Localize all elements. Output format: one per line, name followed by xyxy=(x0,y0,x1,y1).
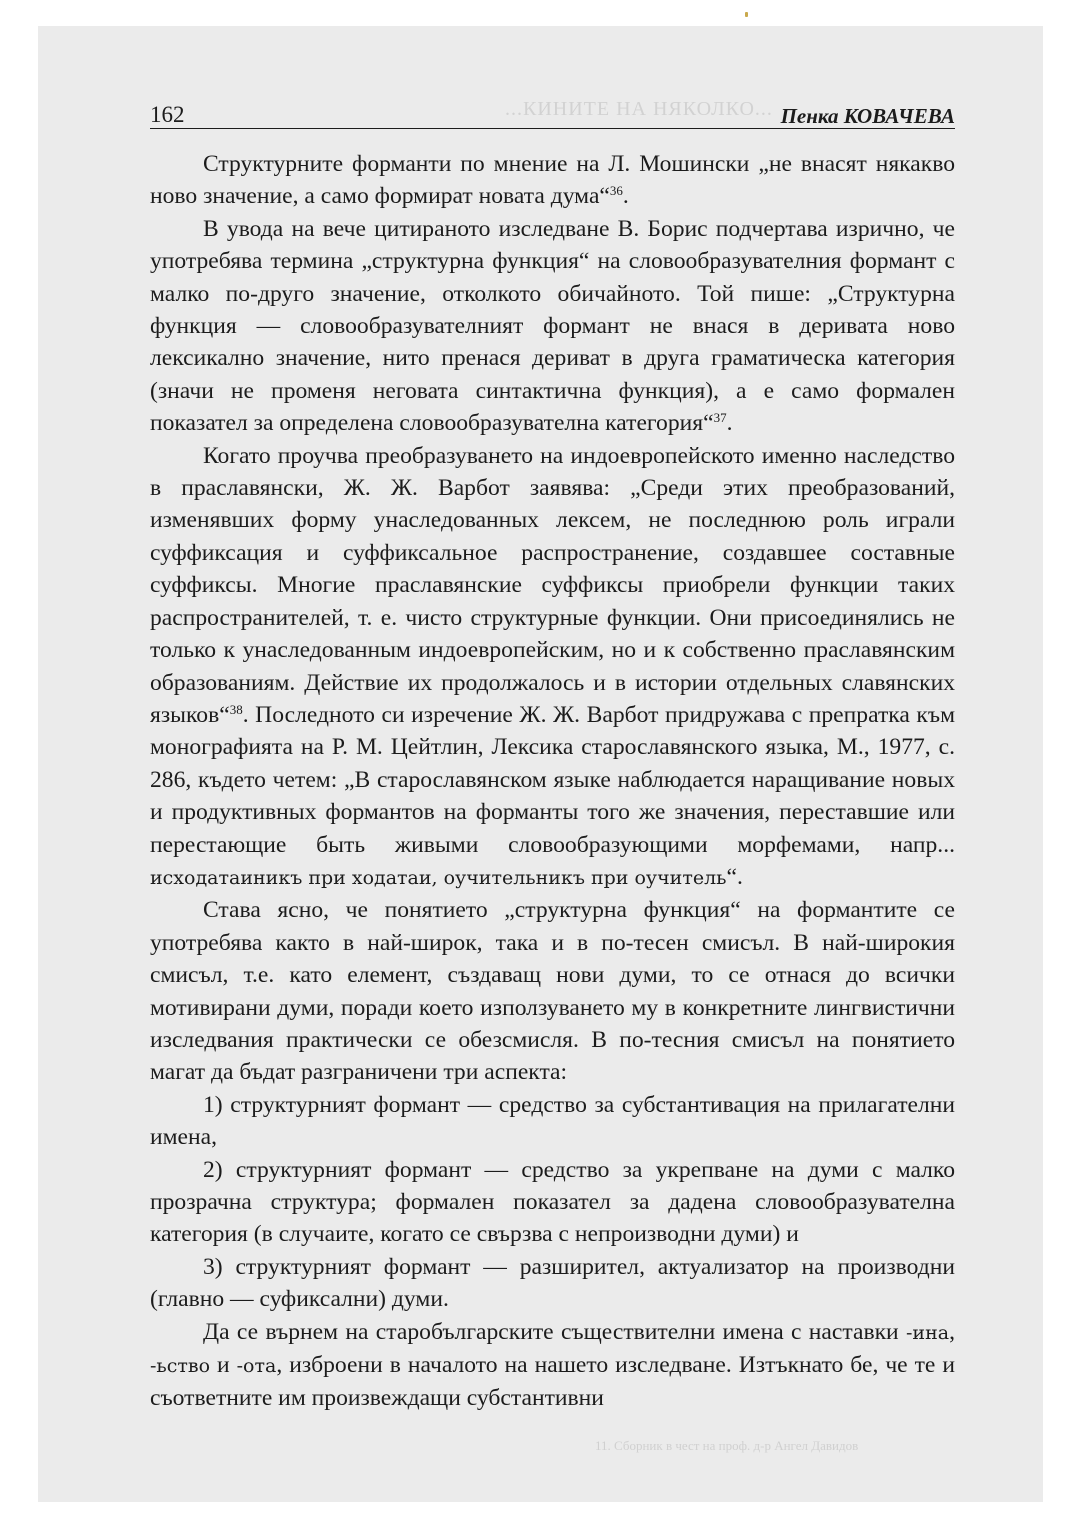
bleed-through-footer: 11. Сборник в чест на проф. д-р Ангел Давидов xyxy=(595,1438,859,1453)
paragraph: Структурните форманти по мнение на Л. Мошински „не внасят някакво ново значение, а само формират новата дума“$^{36}$. xyxy=(150,151,955,210)
page-body xyxy=(150,148,955,1415)
list-item: 3) структурният формант — разширител, актуализатор на производни (главно — суфиксални) думи. xyxy=(150,1253,955,1313)
running-title: Пенка КОВАЧЕВА xyxy=(780,104,955,128)
list-item: 2) структурният формант — средство за укрепване на думи с малко прозрачна структура; формален показател за дадена словообразувателна категория (в случаите, когато се свързва с непроизводни думи) и xyxy=(150,1156,955,1248)
paper-speck xyxy=(745,12,748,17)
paragraph: Когато проучва преобразуването на индоевропейското именно наследство в праславянски, Ж. Ж. Варбот заявява: „Среди этих преобразований, изменявших форму унаследованных лексем, не последнюю роль играли суффиксация и суффиксальное распространение, создавшее составные суффиксы. Многие праславянские суффиксы приобрели функции таких распространителей, т. е. чисто структурные функции. Они присоединялись не только к унаследованным индоевропейским, но и к собственно праславянским образованиям. Действие их продолжалось и в истории отдельных славянских языков“$^{38}$. Последното си изречение Ж. Ж. Варбот придружава с препратка към монографията на Р. М. Цейтлин, Лексика старославянского языка, М., 1977, с. 286, където четем: „В старославянском языке наблюдается наращивание новых и продуктивных формантов на форманты того же значения, переставшие или перестающие быть живыми словообразующими морфемами, напр... исходатаиникъ при ходатаи, оучительникъ при оучитель“. xyxy=(150,442,955,890)
suffix: -ота xyxy=(236,1355,277,1378)
bleed-through-header: ...КИНИТЕ НА НЯКОЛКО... xyxy=(505,98,773,120)
page-header xyxy=(150,88,955,129)
paragraph: Става ясно, че понятието „структурна функция“ на формантите се употребява както в най-широк, така и в по-тесен смисъл. В най-широкия смисъл, т.е. като елемент, създаващ нови думи, то се отнася до всички мотивирани думи, поради което използуването му в конкретните лингвистични изследвания практически се обезсмисля. В по-тесния смисъл на понятието магат да бъдат разграничени три аспекта: xyxy=(150,897,955,1086)
footnote-ref[interactable]: 38 xyxy=(229,701,243,717)
page-number: 162 xyxy=(150,102,185,127)
paragraph: Да се върнем на старобългарските съществителни имена с наставки -ина, -ьство и -ота, изброени в началото на нашето изследване. Изтъкнато бе, че те и съответните им произвеждащи субстантивни xyxy=(150,1318,955,1412)
suffix: -ина xyxy=(906,1321,950,1344)
footnote-ref[interactable]: 37 xyxy=(713,410,727,426)
book-page xyxy=(150,88,955,1468)
suffix: -ьство xyxy=(150,1355,211,1378)
list-item: 1) структурният формант — средство за субстантивация на прилагателни имена, xyxy=(150,1091,955,1151)
old-church-slavonic-example: исходатаиникъ при ходатаи, оучительникъ при оучитель xyxy=(150,866,727,889)
paragraph: В увода на вече цитираното изследване В. Борис подчертава изрично, че употребява термина „структурна функция“ на словообразувателния формант с малко по-друго значение, отколкото обичайното. Той пише: „Структурна функция — словообразувателният формант не внася в деривата ново лексикално значение, нито пренася дериват в друга граматическа категория (значи не променя неговата синтактична функция), а е само формален показател за определена словообразувателна категория“$^{37}$. xyxy=(150,215,955,437)
footnote-ref[interactable]: 36 xyxy=(609,183,623,199)
